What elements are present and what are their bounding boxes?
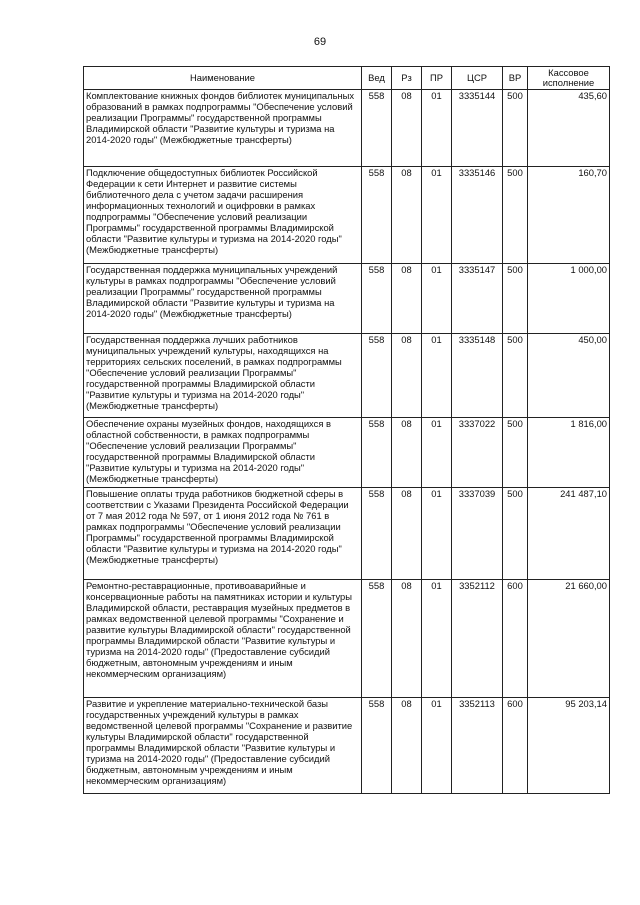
row-rz: 08: [392, 580, 422, 698]
row-vr: 500: [503, 90, 528, 167]
table-row: [84, 698, 610, 794]
row-name: Государственная поддержка лучших работников муниципальных учреждений культуры, находящихся на территориях сельских поселений, в рамках подпрограммы "Обеспечение условий реализации Программы" государственной программы Владимирской области "Развитие культуры и туризма на 2014-2020 годы" (Межбюджетные трансферты): [84, 334, 362, 418]
table-row: [84, 90, 610, 167]
row-amount: 1 816,00: [528, 418, 610, 488]
table-row: [84, 264, 610, 334]
row-name: Развитие и укрепление материально-технической базы государственных учреждений культуры в рамках ведомственной целевой программы "Сохранение и развитие культуры Владимирской области" государственной программы Владимирской области "Развитие культуры и туризма на 2014-2020 годы" (Предоставление субсидий бюджетным, автономным учреждениям и иным некоммерческим организациям): [84, 698, 362, 794]
row-ved: 558: [362, 167, 392, 264]
row-vr: 500: [503, 334, 528, 418]
header-rz: Рз: [392, 67, 422, 90]
row-amount: 21 660,00: [528, 580, 610, 698]
row-csr: 3352112: [452, 580, 503, 698]
budget-execution-table: [83, 66, 610, 794]
header-vr: ВР: [503, 67, 528, 90]
row-ved: 558: [362, 264, 392, 334]
row-rz: 08: [392, 264, 422, 334]
row-csr: 3335144: [452, 90, 503, 167]
row-name: Обеспечение охраны музейных фондов, находящихся в областной собственности, в рамках подпрограммы "Обеспечение условий реализации Программы" государственной программы Владимирской области "Развитие культуры и туризма на 2014-2020 годы" (Межбюджетные трансферты): [84, 418, 362, 488]
header-name: Наименование: [84, 67, 362, 90]
row-csr: 3335148: [452, 334, 503, 418]
row-ved: 558: [362, 488, 392, 580]
row-ved: 558: [362, 418, 392, 488]
row-name: Повышение оплаты труда работников бюджетной сферы в соответствии с Указами Президента Российской Федерации от 7 мая 2012 года № 597, от 1 июня 2012 года № 761 в рамках подпрограммы "Обеспечение условий реализации Программы" государственной программы Владимирской области "Развитие культуры и туризма на 2014-2020 годы" (Межбюджетные трансферты): [84, 488, 362, 580]
row-ved: 558: [362, 90, 392, 167]
row-amount: 160,70: [528, 167, 610, 264]
page-number: 69: [313, 36, 327, 48]
row-pr: 01: [422, 488, 452, 580]
row-rz: 08: [392, 698, 422, 794]
row-rz: 08: [392, 418, 422, 488]
header-csr: ЦСР: [452, 67, 503, 90]
row-pr: 01: [422, 334, 452, 418]
row-ved: 558: [362, 580, 392, 698]
row-pr: 01: [422, 167, 452, 264]
table-row: [84, 580, 610, 698]
row-amount: 1 000,00: [528, 264, 610, 334]
row-amount: 435,60: [528, 90, 610, 167]
row-csr: 3337039: [452, 488, 503, 580]
row-rz: 08: [392, 488, 422, 580]
row-vr: 500: [503, 167, 528, 264]
table-row: [84, 167, 610, 264]
row-rz: 08: [392, 167, 422, 264]
row-pr: 01: [422, 418, 452, 488]
table-row: [84, 418, 610, 488]
row-pr: 01: [422, 698, 452, 794]
header-ved: Вед: [362, 67, 392, 90]
row-rz: 08: [392, 334, 422, 418]
row-amount: 450,00: [528, 334, 610, 418]
row-rz: 08: [392, 90, 422, 167]
row-vr: 600: [503, 580, 528, 698]
row-csr: 3352113: [452, 698, 503, 794]
row-csr: 3335146: [452, 167, 503, 264]
row-name: Комплектование книжных фондов библиотек муниципальных образований в рамках подпрограммы "Обеспечение условий реализации Программы" государственной программы Владимирской области "Развитие культуры и туризма на 2014-2020 годы" (Межбюджетные трансферты): [84, 90, 362, 167]
row-pr: 01: [422, 90, 452, 167]
row-vr: 500: [503, 418, 528, 488]
row-vr: 500: [503, 488, 528, 580]
row-csr: 3337022: [452, 418, 503, 488]
row-ved: 558: [362, 334, 392, 418]
row-amount: 241 487,10: [528, 488, 610, 580]
table-row: [84, 488, 610, 580]
header-pr: ПР: [422, 67, 452, 90]
row-name: Государственная поддержка муниципальных учреждений культуры в рамках подпрограммы "Обеспечение условий реализации Программы" государственной программы Владимирской области "Развитие культуры и туризма на 2014-2020 годы" (Межбюджетные трансферты): [84, 264, 362, 334]
row-vr: 500: [503, 264, 528, 334]
table-header-row: [84, 67, 610, 90]
row-pr: 01: [422, 580, 452, 698]
row-pr: 01: [422, 264, 452, 334]
header-amount: Кассовое исполнение: [528, 67, 610, 90]
table-row: [84, 334, 610, 418]
row-csr: 3335147: [452, 264, 503, 334]
row-amount: 95 203,14: [528, 698, 610, 794]
row-name: Подключение общедоступных библиотек Российской Федерации к сети Интернет и развитие системы библиотечного дела с учетом задачи расширения информационных технологий и оцифровки в рамках подпрограммы "Обеспечение условий реализации Программы" государственной программы Владимирской области "Развитие культуры и туризма на 2014-2020 годы" (Межбюджетные трансферты): [84, 167, 362, 264]
row-ved: 558: [362, 698, 392, 794]
row-name: Ремонтно-реставрационные, противоаварийные и консервационные работы на памятниках истории и культуры Владимирской области, реставрация музейных предметов в рамках ведомственной целевой программы "Сохранение и развитие культуры Владимирской области" государственной программы Владимирской области "Развитие культуры и туризма на 2014-2020 годы" (Предоставление субсидий бюджетным, автономным учреждениям и иным некоммерческим организациям): [84, 580, 362, 698]
row-vr: 600: [503, 698, 528, 794]
